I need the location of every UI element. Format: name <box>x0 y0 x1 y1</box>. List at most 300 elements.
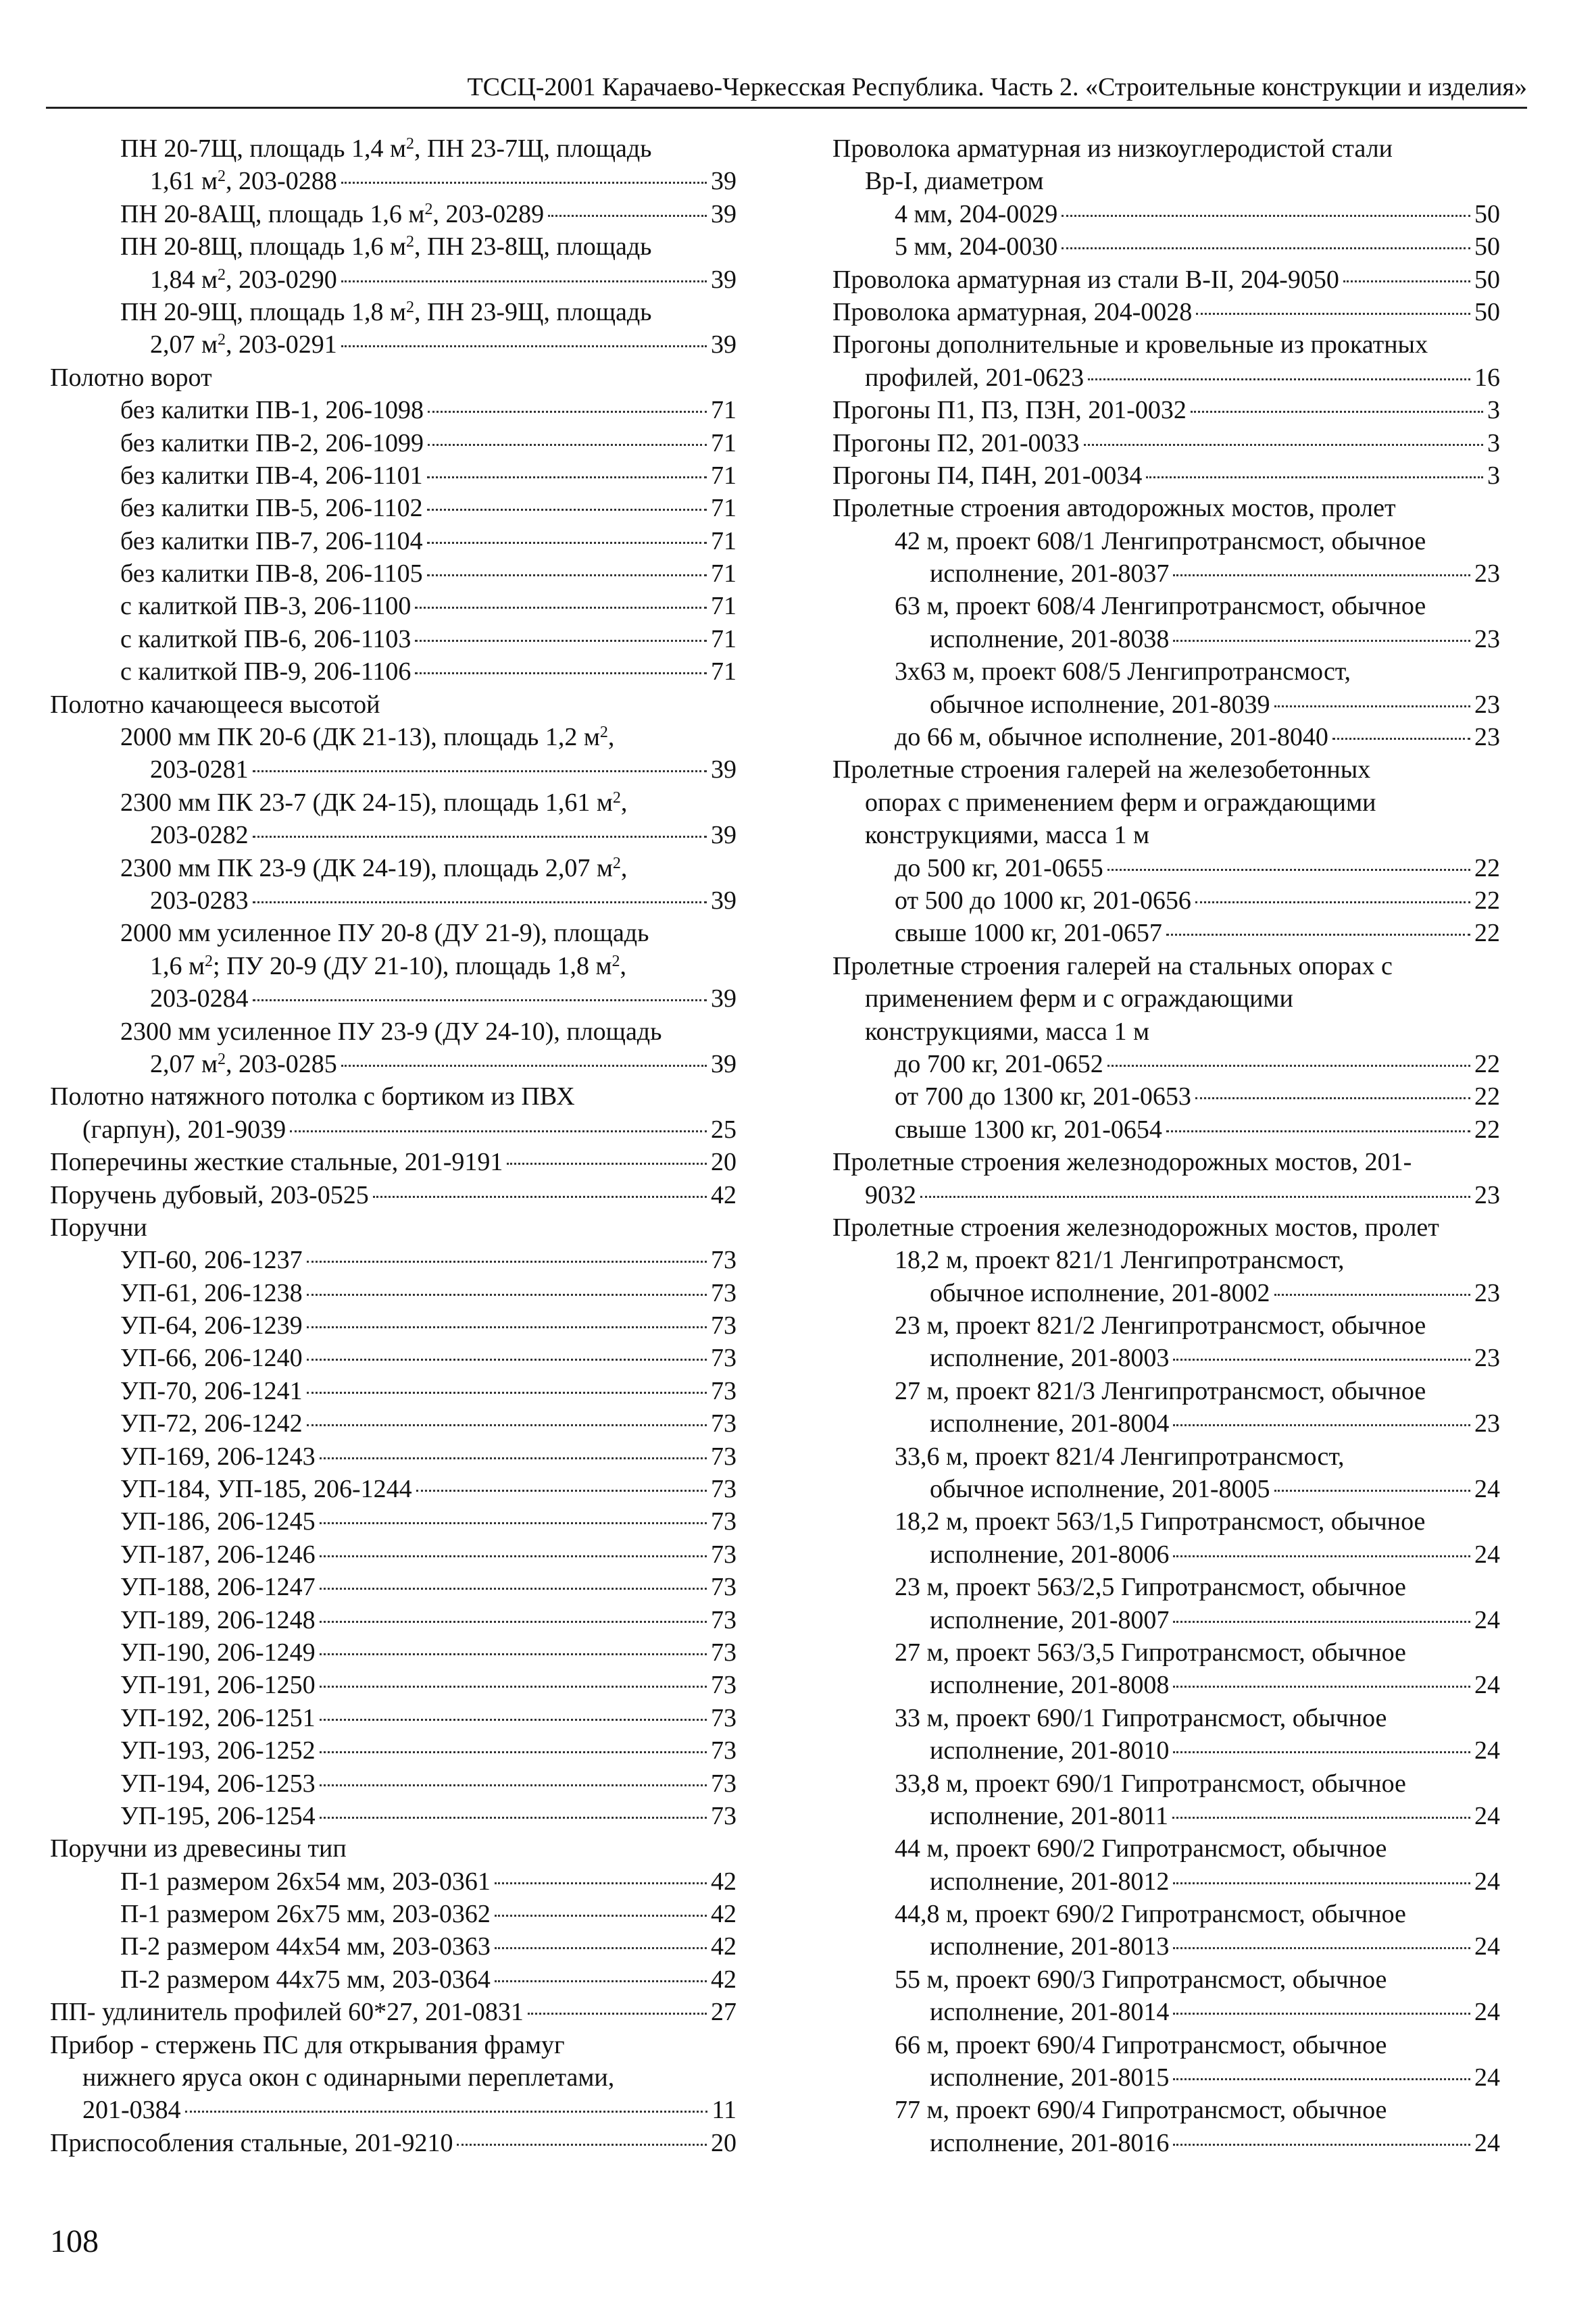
index-entry-text: ПН 20-8АЩ, площадь 1,6 $м^2$, 203-0289 <box>120 199 545 228</box>
dot-leader <box>1173 2078 1470 2080</box>
index-entry-text: 203-0282 <box>150 821 249 850</box>
index-entry-text: обычное исполнение, 201-8002 <box>930 1278 1270 1307</box>
dot-leader <box>307 1424 707 1426</box>
index-entry-text: УП-188, 206-1247 <box>120 1573 316 1602</box>
index-entry-text: Прогоны П2, 201-0033 <box>832 428 1080 457</box>
index-entry <box>50 1800 737 1832</box>
index-entry-text: 203-0284 <box>150 984 249 1013</box>
index-entry-text: свыше 1000 кг, 201-0657 <box>895 919 1162 948</box>
index-entry-page: 71 <box>711 494 737 523</box>
index-entry-page: 71 <box>711 657 737 686</box>
index-entry-text: Пролетные строения галерей на железобетонных <box>832 755 1371 784</box>
index-entry <box>50 688 737 721</box>
index-entry <box>50 1080 737 1113</box>
index-entry-page: 73 <box>711 1344 737 1373</box>
index-entry-text: 42 м, проект 608/1 Ленгипротрансмост, обычное <box>895 526 1426 555</box>
index-entry <box>50 427 737 459</box>
index-entry-text: ПН 20-7Щ, площадь 1,4 $м^2$, ПН 23-7Щ, площадь <box>120 134 652 163</box>
index-entry-text: ПН 20-9Щ, площадь 1,8 $м^2$, ПН 23-9Щ, площадь <box>120 297 652 326</box>
index-entry-text: без калитки ПВ-1, 206-1098 <box>120 396 424 425</box>
index-entry <box>50 525 737 557</box>
index-entry <box>50 1375 737 1407</box>
index-entry-text: исполнение, 201-8006 <box>930 1540 1170 1569</box>
dot-leader <box>341 345 707 347</box>
index-entry-text: с калиткой ПВ-3, 206-1100 <box>120 592 412 621</box>
dot-leader <box>528 2013 707 2015</box>
dot-leader <box>457 2144 707 2146</box>
running-header: ТССЦ-2001 Карачаево-Черкесская Республика. Часть 2. «Строительные конструкции и изделия» <box>467 73 1527 101</box>
index-entry-text: с калиткой ПВ-6, 206-1103 <box>120 624 412 653</box>
index-entry-page: 24 <box>1474 1867 1500 1896</box>
index-entry-text: 9032 <box>865 1180 916 1209</box>
index-entry <box>50 1407 737 1440</box>
index-entry <box>50 263 737 296</box>
index-entry-text: 33 м, проект 690/1 Гипротрансмост, обычное <box>895 1703 1387 1732</box>
index-entry-text: 63 м, проект 608/4 Ленгипротрансмост, обычное <box>895 592 1426 621</box>
index-entry <box>50 1996 737 2028</box>
index-entry <box>832 1767 1500 1800</box>
index-entry <box>50 296 737 328</box>
index-entry-page: 39 <box>711 1049 737 1078</box>
index-entry-text: П-1 размером 26х54 мм, 203-0361 <box>120 1867 491 1896</box>
dot-leader <box>507 1163 707 1165</box>
dot-leader <box>307 1359 707 1361</box>
index-entry-text: 1,6 $м^2$; ПУ 20-9 (ДУ 21-10), площадь 1,8 $м^2$, <box>150 951 626 980</box>
index-entry <box>832 492 1500 524</box>
index-entry <box>50 1048 737 1080</box>
index-entry-page: 23 <box>1474 690 1500 719</box>
index-entry <box>832 982 1500 1015</box>
dot-leader <box>320 1555 707 1557</box>
index-entry-page: 39 <box>711 199 737 228</box>
index-entry-text: УП-193, 206-1252 <box>120 1736 316 1765</box>
index-entry-text: 1,84 $м^2$, 203-0290 <box>150 265 337 294</box>
index-entry <box>50 328 737 361</box>
index-column-left <box>50 132 737 2159</box>
index-entry-text: 27 м, проект 821/3 Ленгипротрансмост, обычное <box>895 1376 1426 1405</box>
index-entry-text: без калитки ПВ-2, 206-1099 <box>120 428 424 457</box>
index-entry-page: 50 <box>1474 265 1500 294</box>
index-entry-page: 73 <box>711 1246 737 1275</box>
index-entry <box>50 1702 737 1734</box>
index-entry <box>50 753 737 786</box>
index-entry-page: 42 <box>711 1965 737 1994</box>
index-entry-text: 2000 мм усиленное ПУ 20-8 (ДУ 21-9), площадь <box>120 919 649 948</box>
index-entry <box>50 1146 737 1178</box>
index-entry-page: 24 <box>1474 1801 1500 1830</box>
index-entry <box>832 753 1500 786</box>
index-entry-page: 16 <box>1474 363 1500 392</box>
index-entry <box>50 132 737 165</box>
index-entry <box>50 394 737 426</box>
dot-leader <box>1274 1490 1470 1492</box>
index-entry-text: П-2 размером 44х54 мм, 203-0363 <box>120 1932 491 1961</box>
dot-leader <box>1191 411 1483 413</box>
index-entry-text: исполнение, 201-8016 <box>930 2128 1170 2157</box>
dot-leader <box>307 1392 707 1394</box>
index-entry-text: до 66 м, обычное исполнение, 201-8040 <box>895 723 1328 752</box>
index-entry-page: 24 <box>1474 1736 1500 1765</box>
dot-leader <box>415 672 707 674</box>
index-entry <box>832 590 1500 622</box>
dot-leader <box>1173 1555 1470 1557</box>
index-entry-text: исполнение, 201-8007 <box>930 1605 1170 1634</box>
index-entry-text: ПП- удлинитель профилей 60*27, 201-0831 <box>50 1998 524 2027</box>
index-entry-text: УП-194, 206-1253 <box>120 1769 316 1798</box>
index-entry-page: 73 <box>711 1540 737 1569</box>
index-entry-text: УП-72, 206-1242 <box>120 1409 303 1438</box>
index-entry <box>832 852 1500 884</box>
page-number: 108 <box>50 2223 99 2259</box>
index-entry-page: 73 <box>711 1475 737 1504</box>
index-entry <box>50 884 737 917</box>
index-entry-text: УП-169, 206-1243 <box>120 1442 316 1471</box>
index-entry-page: 24 <box>1474 1671 1500 1700</box>
index-entry-page: 73 <box>711 1442 737 1471</box>
index-entry <box>832 1963 1500 1996</box>
index-entry <box>832 1702 1500 1734</box>
index-entry-text: без калитки ПВ-4, 206-1101 <box>120 461 423 490</box>
index-entry <box>50 1015 737 1048</box>
dot-leader <box>1195 901 1470 903</box>
index-entry-text: от 700 до 1300 кг, 201-0653 <box>895 1082 1191 1111</box>
index-entry <box>832 1604 1500 1636</box>
index-entry-text: 55 м, проект 690/3 Гипротрансмост, обычное <box>895 1965 1387 1994</box>
index-entry-text: 2300 мм ПК 23-7 (ДК 24-15), площадь 1,61 $м^2$, <box>120 788 628 817</box>
index-entry <box>832 1898 1500 1930</box>
index-entry <box>50 590 737 622</box>
index-entry-text: Проволока арматурная, 204-0028 <box>832 297 1193 326</box>
index-entry-text: без калитки ПВ-8, 206-1105 <box>120 559 423 588</box>
index-entry-text: Приспособления стальные, 201-9210 <box>50 2128 453 2157</box>
index-entry <box>50 1342 737 1374</box>
index-entry <box>832 1244 1500 1276</box>
index-entry-page: 39 <box>711 167 737 196</box>
index-entry-page: 73 <box>711 1409 737 1438</box>
index-entry-text: Полотно натяжного потолка с бортиком из ПВХ <box>50 1082 575 1111</box>
index-entry-page: 23 <box>1474 723 1500 752</box>
index-entry-text: 66 м, проект 690/4 Гипротрансмост, обычное <box>895 2030 1387 2059</box>
index-entry-page: 71 <box>711 428 737 457</box>
index-entry-text: без калитки ПВ-5, 206-1102 <box>120 494 423 523</box>
index-entry-page: 71 <box>711 624 737 653</box>
index-entry <box>832 1048 1500 1080</box>
index-entry-page: 73 <box>711 1703 737 1732</box>
dot-leader <box>320 1817 707 1819</box>
index-entry-page: 22 <box>1474 1049 1500 1078</box>
index-entry-text: профилей, 201-0623 <box>865 363 1084 392</box>
index-entry-text: свыше 1300 кг, 201-0654 <box>895 1115 1162 1144</box>
index-entry <box>50 1538 737 1571</box>
dot-leader <box>428 444 707 446</box>
index-entry <box>832 2061 1500 2094</box>
index-entry <box>50 623 737 655</box>
dot-leader <box>320 1686 707 1688</box>
index-entry <box>832 1930 1500 1963</box>
index-entry-text: исполнение, 201-8012 <box>930 1867 1170 1896</box>
dot-leader <box>1173 1947 1470 1949</box>
index-entry-text: 18,2 м, проект 821/1 Ленгипротрансмост, <box>895 1246 1345 1275</box>
index-entry <box>832 328 1500 361</box>
index-entry-text: исполнение, 201-8015 <box>930 2063 1170 2092</box>
index-entry <box>832 230 1500 263</box>
index-entry-page: 71 <box>711 592 737 621</box>
index-entry-text: Прибор - стержень ПС для открывания фрамуг <box>50 2030 565 2059</box>
dot-leader <box>253 770 707 772</box>
index-entry-text: 5 мм, 204-0030 <box>895 232 1058 261</box>
index-entry <box>832 1669 1500 1701</box>
index-entry-text: 23 м, проект 563/2,5 Гипротрансмост, обычное <box>895 1573 1406 1602</box>
dot-leader <box>1173 1882 1470 1884</box>
index-entry-text: от 500 до 1000 кг, 201-0656 <box>895 886 1191 915</box>
index-entry <box>832 557 1500 590</box>
index-entry-text: с калиткой ПВ-9, 206-1106 <box>120 657 412 686</box>
index-entry-text: 1,61 $м^2$, 203-0288 <box>150 167 337 196</box>
index-entry-text: 2300 мм ПК 23-9 (ДК 24-19), площадь 2,07 $м^2$, <box>120 853 628 882</box>
dot-leader <box>1107 869 1470 871</box>
index-column-right <box>832 132 1500 2159</box>
index-entry-text: УП-64, 206-1239 <box>120 1311 303 1340</box>
index-entry-text: до 500 кг, 201-0655 <box>895 853 1103 882</box>
dot-leader <box>320 1719 707 1721</box>
dot-leader <box>428 411 707 413</box>
dot-leader <box>495 1947 707 1949</box>
index-entry-text: 23 м, проект 821/2 Ленгипротрансмост, обычное <box>895 1311 1426 1340</box>
index-entry-text: Полотно ворот <box>50 363 212 392</box>
index-entry <box>50 1767 737 1800</box>
index-entry <box>50 917 737 949</box>
index-entry-text: Поперечины жесткие стальные, 201-9191 <box>50 1148 503 1177</box>
header-rule <box>46 107 1527 109</box>
index-entry <box>50 2061 737 2094</box>
index-entry-page: 24 <box>1474 1605 1500 1634</box>
index-entry-page: 73 <box>711 1278 737 1307</box>
index-entry <box>832 688 1500 721</box>
index-entry <box>832 1342 1500 1374</box>
index-entry <box>832 296 1500 328</box>
index-entry <box>50 1963 737 1996</box>
dot-leader <box>415 640 707 642</box>
dot-leader <box>1166 1130 1470 1132</box>
index-entry-page: 73 <box>711 1769 737 1798</box>
index-entry-text: УП-61, 206-1238 <box>120 1278 303 1307</box>
index-entry-page: 39 <box>711 821 737 850</box>
index-entry <box>832 459 1500 492</box>
index-entry-text: 44,8 м, проект 690/2 Гипротрансмост, обычное <box>895 1900 1406 1929</box>
index-entry-text: 203-0283 <box>150 886 249 915</box>
index-entry-page: 22 <box>1474 1082 1500 1111</box>
dot-leader <box>1084 444 1483 446</box>
index-entry <box>50 1179 737 1211</box>
index-entry <box>832 1636 1500 1669</box>
index-entry-text: (гарпун), 201-9039 <box>82 1115 286 1144</box>
index-entry-text: нижнего яруса окон с одинарными переплетами, <box>82 2063 615 2092</box>
index-entry <box>50 819 737 851</box>
index-entry-text: Поручни из древесины тип <box>50 1834 347 1863</box>
index-entry-text: ПН 20-8Щ, площадь 1,6 $м^2$, ПН 23-8Щ, площадь <box>120 232 652 261</box>
dot-leader <box>427 476 707 478</box>
dot-leader <box>495 1915 707 1917</box>
index-entry <box>832 1375 1500 1407</box>
index-entry-page: 50 <box>1474 232 1500 261</box>
dot-leader <box>1062 215 1470 217</box>
index-entry-text: исполнение, 201-8004 <box>930 1409 1170 1438</box>
index-entry-page: 24 <box>1474 1540 1500 1569</box>
index-entry <box>50 1244 737 1276</box>
index-entry-page: 11 <box>712 2096 737 2125</box>
index-entry-page: 73 <box>711 1311 737 1340</box>
index-entry-text: исполнение, 201-8003 <box>930 1344 1170 1373</box>
index-entry-page: 20 <box>711 2128 737 2157</box>
dot-leader <box>1343 280 1470 282</box>
index-entry-page: 73 <box>711 1736 737 1765</box>
index-entry-text: Пролетные строения железнодорожных мостов, пролет <box>832 1213 1439 1242</box>
index-entry-page: 3 <box>1487 396 1500 425</box>
index-entry <box>832 1538 1500 1571</box>
index-entry-text: 4 мм, 204-0029 <box>895 199 1058 228</box>
index-entry-text: 33,8 м, проект 690/1 Гипротрансмост, обычное <box>895 1769 1406 1798</box>
index-entry-page: 42 <box>711 1900 737 1929</box>
index-entry <box>50 1865 737 1898</box>
index-entry-page: 20 <box>711 1148 737 1177</box>
index-entry <box>50 786 737 819</box>
dot-leader <box>1146 476 1483 478</box>
index-entry-text: УП-66, 206-1240 <box>120 1344 303 1373</box>
index-entry-text: обычное исполнение, 201-8005 <box>930 1475 1270 1504</box>
index-entry <box>50 1832 737 1865</box>
index-entry-text: Пролетные строения автодорожных мостов, пролет <box>832 494 1396 523</box>
index-entry-text: 3х63 м, проект 608/5 Ленгипротрансмост, <box>895 657 1351 686</box>
dot-leader <box>495 1980 707 1982</box>
index-entry-page: 50 <box>1474 199 1500 228</box>
index-entry-text: УП-60, 206-1237 <box>120 1246 303 1275</box>
index-entry <box>832 819 1500 851</box>
index-entry-text: УП-186, 206-1245 <box>120 1507 316 1536</box>
index-entry <box>50 1113 737 1146</box>
dot-leader <box>1173 1359 1470 1361</box>
index-entry-page: 39 <box>711 886 737 915</box>
index-entry-text: 18,2 м, проект 563/1,5 Гипротрансмост, обычное <box>895 1507 1426 1536</box>
index-entry <box>50 492 737 524</box>
index-entry <box>832 132 1500 165</box>
dot-leader <box>1062 247 1470 249</box>
dot-leader <box>373 1196 707 1198</box>
dot-leader <box>320 1653 707 1655</box>
dot-leader <box>495 1882 707 1884</box>
index-entry <box>50 2127 737 2159</box>
index-entry-page: 24 <box>1474 1932 1500 1961</box>
index-entry-text: УП-190, 206-1249 <box>120 1638 316 1667</box>
index-entry <box>832 198 1500 230</box>
dot-leader <box>341 280 707 282</box>
index-entry-text: 33,6 м, проект 821/4 Ленгипротрансмост, <box>895 1442 1345 1471</box>
index-entry <box>50 655 737 688</box>
index-entry-page: 42 <box>711 1867 737 1896</box>
index-entry <box>832 1015 1500 1048</box>
index-entry-page: 24 <box>1474 2128 1500 2157</box>
index-entry-text: УП-189, 206-1248 <box>120 1605 316 1634</box>
index-entry-text: П-2 размером 44х75 мм, 203-0364 <box>120 1965 491 1994</box>
dot-leader <box>320 1522 707 1524</box>
index-entry <box>832 427 1500 459</box>
index-entry-page: 22 <box>1474 919 1500 948</box>
dot-leader <box>253 901 707 903</box>
dot-leader <box>1274 1294 1470 1296</box>
index-entry <box>50 982 737 1015</box>
index-entry <box>50 1505 737 1538</box>
index-entry <box>50 1211 737 1244</box>
index-entry-page: 22 <box>1474 853 1500 882</box>
index-entry <box>832 623 1500 655</box>
index-entry-page: 23 <box>1474 1344 1500 1373</box>
index-entry-text: П-1 размером 26х75 мм, 203-0362 <box>120 1900 491 1929</box>
index-entry <box>832 1179 1500 1211</box>
index-entry <box>832 655 1500 688</box>
index-entry-page: 39 <box>711 265 737 294</box>
index-entry-text: 201-0384 <box>82 2096 181 2125</box>
index-entry-text: 203-0281 <box>150 755 249 784</box>
index-entry-text: исполнение, 201-8011 <box>930 1801 1168 1830</box>
index-entry <box>832 1505 1500 1538</box>
index-entry <box>50 950 737 982</box>
index-entry <box>832 721 1500 753</box>
index-entry-page: 73 <box>711 1801 737 1830</box>
index-entry-text: Пролетные строения галерей на стальных опорах с <box>832 951 1393 980</box>
index-entry-page: 22 <box>1474 886 1500 915</box>
dot-leader <box>320 1457 707 1459</box>
index-entry-text: УП-192, 206-1251 <box>120 1703 316 1732</box>
dot-leader <box>1166 934 1470 936</box>
index-entry <box>50 1277 737 1309</box>
index-entry <box>50 1734 737 1767</box>
dot-leader <box>548 215 707 217</box>
dot-leader <box>341 1065 707 1067</box>
dot-leader <box>415 607 707 609</box>
index-entry-text: 2,07 $м^2$, 203-0285 <box>150 1049 337 1078</box>
index-entry-text: УП-187, 206-1246 <box>120 1540 316 1569</box>
index-entry <box>50 198 737 230</box>
dot-leader <box>253 836 707 838</box>
index-entry-text: обычное исполнение, 201-8039 <box>930 690 1270 719</box>
index-entry <box>50 721 737 753</box>
index-entry-page: 73 <box>711 1573 737 1602</box>
index-entry <box>50 1309 737 1342</box>
index-entry-text: исполнение, 201-8038 <box>930 624 1170 653</box>
index-entry-text: исполнение, 201-8037 <box>930 559 1170 588</box>
index-entry-text: до 700 кг, 201-0652 <box>895 1049 1103 1078</box>
dot-leader <box>253 999 707 1001</box>
index-entry-page: 73 <box>711 1376 737 1405</box>
index-entry-text: применением ферм и с ограждающими <box>865 984 1293 1013</box>
index-entry-page: 23 <box>1474 1409 1500 1438</box>
index-entry-page: 73 <box>711 1671 737 1700</box>
index-entry-text: 2300 мм усиленное ПУ 23-9 (ДУ 24-10), площадь <box>120 1017 662 1046</box>
index-entry <box>50 1440 737 1473</box>
dot-leader <box>1274 705 1470 707</box>
index-entry <box>832 1407 1500 1440</box>
dot-leader <box>320 1588 707 1590</box>
index-entry <box>832 1211 1500 1244</box>
index-entry-text: Прогоны П1, П3, П3Н, 201-0032 <box>832 396 1187 425</box>
dot-leader <box>1173 1751 1470 1753</box>
index-entry <box>50 2029 737 2061</box>
dot-leader <box>307 1261 707 1263</box>
index-entry <box>50 1898 737 1930</box>
dot-leader <box>1088 378 1470 380</box>
index-entry-text: опорах с применением ферм и ограждающими <box>865 788 1376 817</box>
dot-leader <box>1173 1424 1470 1426</box>
index-entry <box>832 525 1500 557</box>
